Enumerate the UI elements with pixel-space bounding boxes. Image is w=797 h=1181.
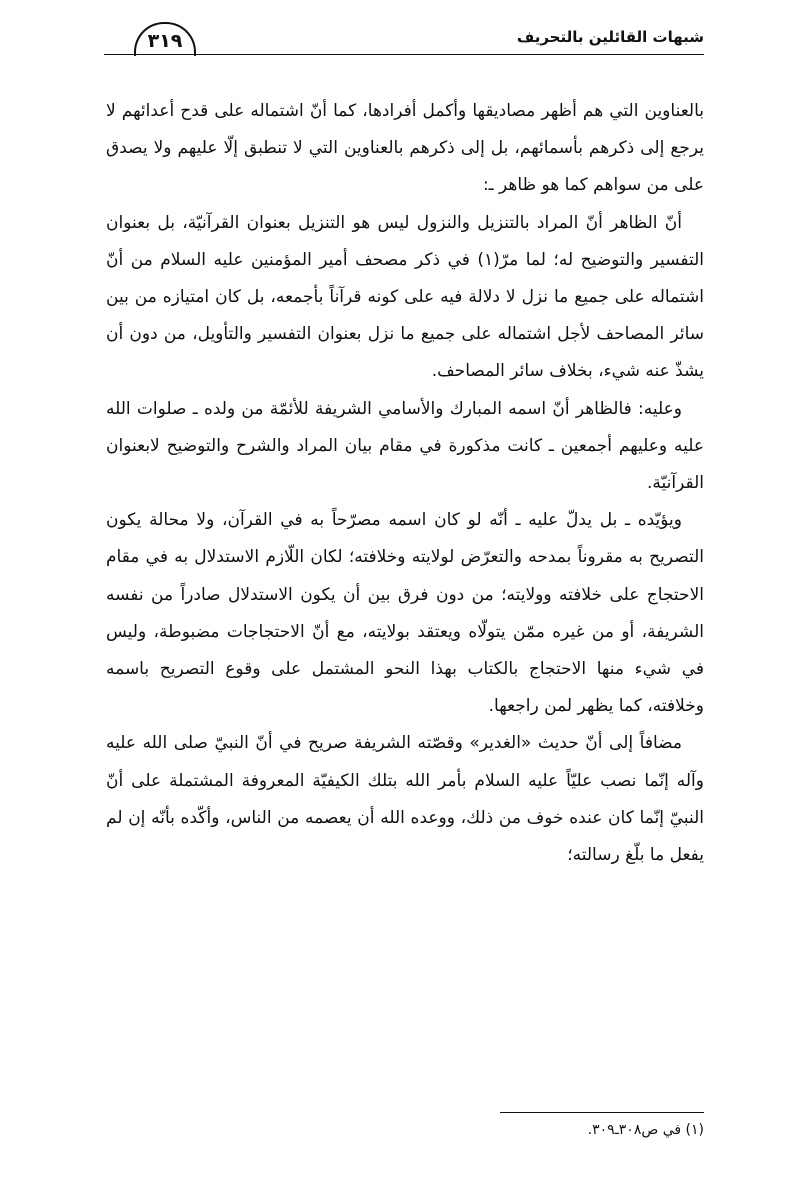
paragraph: وعليه: فالظاهر أنّ اسمه المبارك والأسامي الشريفة للأئمّة من ولده ـ صلوات الله عليه وعليهم أجمعين ـ كانت مذكورة في مقام بيان المراد والشرح والتوضيح لابعنوان القرآنيّة. [106,398,704,494]
body-text [106,93,704,874]
footnote: (١) في ص٣٠٨ـ٣٠٩. [587,1122,704,1138]
footnote-rule [500,1112,704,1113]
paragraph: أنّ الظاهر أنّ المراد بالتنزيل والنزول ليس هو التنزيل بعنوان القرآنيّة، بل بعنوان التفسير والتوضيح له؛ لما مرّ(١) في ذكر مصحف أمير المؤمنين عليه السلام من أنّ اشتماله على جميع ما نزل لا دلالة فيه على كونه قرآناً بأجمعه، بل كان امتيازه من بين سائر المصاحف لأجل اشتماله على جميع ما نزل بعنوان التفسير والتأويل، من دون أن يشذّ عنه شيء، بخلاف سائر المصاحف. [106,212,704,382]
running-title: شبهات القائلين بالتحريف [516,28,704,46]
page-number: ٣١٩ [134,22,196,56]
paragraph: ويؤيّده ـ بل يدلّ عليه ـ أنّه لو كان اسمه مصرّحاً به في القرآن، ولا محالة يكون التصريح به مقروناً بمدحه والتعرّض لولايته وخلافته؛ لكان اللّازم الاستدلال به في مقام الاحتجاج على خلافته وولايته؛ من دون فرق بين أن يكون الاستدلال صادراً من نفسه الشريفة، أو من غيره ممّن يتولّاه ويعتقد بولايته، مع أنّ الاحتجاجات مضبوطة، وليس في شيء منها الاحتجاج بالكتاب بهذا النحو المشتمل على وقوع التصريح باسمه وخلافته، كما يظهر لمن راجعها. [106,510,704,717]
paragraph: مضافاً إلى أنّ حديث «الغدير» وقصّته الشريفة صريح في أنّ النبيّ صلى الله عليه وآله إنّما نصب عليّاً عليه السلام بأمر الله بتلك الكيفيّة المعروفة المشتملة على أنّ النبيّ إنّما كان عنده خوف من ذلك، ووعده الله أن يعصمه من الناس، وأكّده بأنّه إن لم يفعل ما بلّغ رسالته؛ [106,733,704,866]
header-rule [104,54,704,55]
page-header [104,22,704,62]
paragraph: بالعناوين التي هم أظهر مصاديقها وأكمل أفرادها، كما أنّ اشتماله على قدح أعدائهم لا يرجع إلى ذكرهم بأسمائهم، بل إلى ذكرهم بالعناوين التي لا تنطبق إلّا عليهم ولا يصدق على من سواهم كما هو ظاهر ـ: [106,101,704,196]
